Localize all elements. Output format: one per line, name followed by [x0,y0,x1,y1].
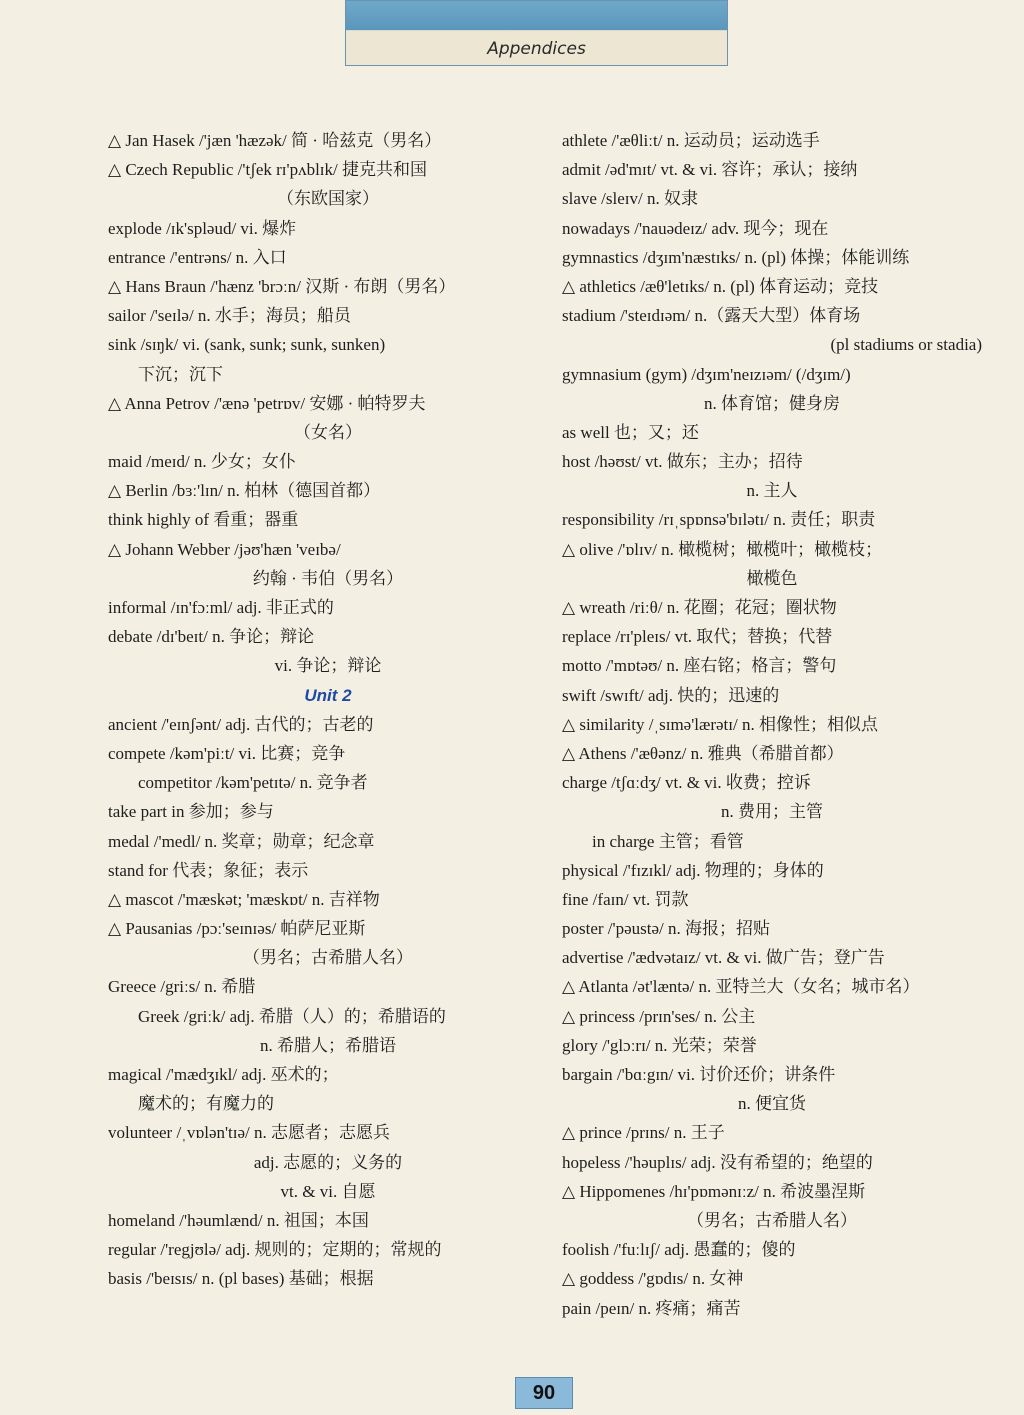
vocabulary-entry: 魔术的；有魔力的 [138,1094,274,1114]
vocabulary-entry: homeland /'həumlænd/ n. 祖国；本国 [108,1210,369,1230]
vocabulary-entry: △ Athens /'æθənz/ n. 雅典（希腊首都） [562,743,844,763]
vocabulary-entry: maid /meɪd/ n. 少女；女仆 [108,452,296,472]
vocabulary-entry: glory /'glɔːrɪ/ n. 光荣；荣誉 [562,1035,757,1055]
vocabulary-entry: vi. 争论；辩论 [274,656,382,676]
vocabulary-entry: sailor /'seɪlə/ n. 水手；海员；船员 [108,306,351,326]
vocabulary-entry: motto /'mɒtəʊ/ n. 座右铭；格言；警句 [562,656,837,676]
vocabulary-entry: replace /rɪ'pleɪs/ vt. 取代；替换；代替 [562,627,833,647]
vocabulary-entry: responsibility /rɪˌspɒnsə'bɪlətɪ/ n. 责任；职责 [562,510,876,530]
vocabulary-entry: physical /'fɪzɪkl/ adj. 物理的；身体的 [562,860,824,880]
vocabulary-entry: host /həʊst/ vt. 做东；主办；招待 [562,452,803,472]
vocabulary-entry: entrance /'entrəns/ n. 入口 [108,247,287,267]
vocabulary-entry: in charge 主管；看管 [592,831,744,851]
vocabulary-entry: △ Hippomenes /hɪ'pɒmənɪːz/ n. 希波墨涅斯 [562,1181,866,1201]
vocabulary-entry: fine /faɪn/ vt. 罚款 [562,889,689,909]
vocabulary-entry: magical /'mædʒɪkl/ adj. 巫术的； [108,1065,339,1084]
vocabulary-entry: gymnasium (gym) /dʒɪm'neɪzɪəm/ (/dʒɪm/) [562,364,851,384]
vocabulary-entry: n. 主人 [746,481,798,501]
vocabulary-entry: adj. 志愿的；义务的 [253,1152,403,1172]
vocabulary-entry: （男名；古希腊人名） [687,1210,857,1230]
vocabulary-entry: volunteer /ˌvɒlən'tɪə/ n. 志愿者；志愿兵 [108,1123,391,1143]
vocabulary-entry: pain /peɪn/ n. 疼痛；痛苦 [562,1298,741,1318]
vocabulary-entry: △ wreath /riːθ/ n. 花圈；花冠；圈状物 [562,598,837,617]
vocabulary-entry: think highly of 看重；器重 [108,510,299,530]
vocabulary-entry: △ similarity /ˌsɪmə'lærətɪ/ n. 相像性；相似点 [562,714,878,734]
vocabulary-entry: △ Jan Hasek /'jæn 'hæzək/ 简 · 哈兹克（男名） [108,131,442,150]
vocabulary-entry: △ Johann Webber /jəʊ'hæn 'veɪbə/ [108,539,341,559]
vocabulary-entry: vt. & vi. 自愿 [280,1181,376,1201]
vocabulary-entry: sink /sɪŋk/ vi. (sank, sunk; sunk, sunken) [108,335,386,355]
vocabulary-entry: advertise /'ædvətaɪz/ vt. & vi. 做广告；登广告 [562,948,885,968]
vocabulary-entry: take part in 参加；参与 [108,802,274,822]
unit-heading: Unit 2 [304,685,352,705]
section-title: Appendices [487,39,586,59]
section-banner [345,0,728,66]
vocabulary-entry: △ Berlin /bɜː'lɪn/ n. 柏林（德国首都） [108,481,381,501]
vocabulary-entry: △ prince /prɪns/ n. 王子 [562,1123,725,1143]
vocabulary-entry: n. 体育馆；健身房 [704,393,840,413]
vocabulary-entry: hopeless /'həuplɪs/ adj. 没有希望的；绝望的 [562,1152,873,1172]
vocabulary-entry: （女名） [294,422,362,442]
vocabulary-entry: n. 便宜货 [738,1094,806,1114]
vocabulary-entry: gymnastics /dʒɪm'næstɪks/ n. (pl) 体操；体能训练 [562,247,910,267]
vocabulary-entry: （男名；古希腊人名） [243,948,413,968]
vocabulary-entry: △ Pausanias /pɔː'seɪnɪəs/ 帕萨尼亚斯 [108,919,366,939]
vocabulary-entry: n. 希腊人；希腊语 [260,1035,396,1055]
vocabulary-entry: △ Atlanta /ət'læntə/ n. 亚特兰大（女名；城市名） [562,977,920,997]
vocabulary-entry: △ Anna Petrov /'ænə 'petrɒv/ 安娜 · 帕特罗夫 [108,393,426,413]
vocabulary-entry: compete /kəm'piːt/ vi. 比赛；竞争 [108,743,346,763]
vocabulary-entry: slave /sleɪv/ n. 奴隶 [562,189,698,209]
vocabulary-entry: stand for 代表；象征；表示 [108,860,309,880]
vocabulary-entry: bargain /'bɑːgɪn/ vi. 讨价还价；讲条件 [562,1065,836,1084]
vocabulary-entry: △ goddess /'gɒdɪs/ n. 女神 [562,1269,744,1289]
vocabulary-entry: stadium /'steɪdɪəm/ n.（露天大型）体育场 [562,306,861,326]
vocabulary-entry: Greece /griːs/ n. 希腊 [108,977,256,997]
vocabulary-entry: debate /dɪ'beɪt/ n. 争论；辩论 [108,627,315,647]
vocabulary-entry: △ princess /prɪn'ses/ n. 公主 [562,1006,756,1026]
vocabulary-entry: △ olive /'ɒlɪv/ n. 橄榄树；橄榄叶；橄榄枝； [562,539,883,559]
vocabulary-entry: 下沉；沉下 [138,364,223,384]
vocabulary-entry: nowadays /'nauədeɪz/ adv. 现今；现在 [562,218,829,238]
vocabulary-entry: 约翰 · 韦伯（男名） [252,568,404,588]
vocabulary-entry: charge /tʃɑːdʒ/ vt. & vi. 收费；控诉 [562,773,811,793]
vocabulary-entry: swift /swɪft/ adj. 快的；迅速的 [562,685,780,705]
vocabulary-entry: admit /əd'mɪt/ vt. & vi. 容许；承认；接纳 [562,160,858,180]
left-vocabulary-column [108,126,548,1294]
right-vocabulary-column [562,126,982,1323]
vocabulary-entry: △ mascot /'mæskət; 'mæskɒt/ n. 吉祥物 [108,889,380,909]
vocabulary-entry: △ Czech Republic /'tʃek rɪ'pʌblɪk/ 捷克共和国 [108,160,428,180]
page-number: 90 [515,1377,573,1409]
vocabulary-entry: Greek /griːk/ adj. 希腊（人）的；希腊语的 [138,1006,446,1026]
vocabulary-entry: regular /'regjʊlə/ adj. 规则的；定期的；常规的 [108,1240,442,1260]
vocabulary-entry: as well 也；又；还 [562,422,699,442]
vocabulary-entry: △ Hans Braun /'hænz 'brɔːn/ 汉斯 · 布朗（男名） [108,276,456,296]
vocabulary-entry: （东欧国家） [277,189,379,209]
vocabulary-entry: basis /'beɪsɪs/ n. (pl bases) 基础；根据 [108,1269,374,1289]
vocabulary-entry: poster /'pəustə/ n. 海报；招贴 [562,919,770,939]
vocabulary-entry: (pl stadiums or stadia) [830,335,982,355]
vocabulary-entry: 橄榄色 [746,568,798,588]
vocabulary-entry: n. 费用；主管 [721,802,823,822]
vocabulary-entry: athlete /'æθliːt/ n. 运动员；运动选手 [562,131,820,150]
vocabulary-entry: foolish /'fuːlɪʃ/ adj. 愚蠢的；傻的 [562,1240,796,1260]
vocabulary-entry: explode /ɪk'spləud/ vi. 爆炸 [108,218,297,238]
vocabulary-entry: medal /'medl/ n. 奖章；勋章；纪念章 [108,831,375,851]
vocabulary-entry: ancient /'eɪnʃənt/ adj. 古代的；古老的 [108,714,374,734]
vocabulary-entry: competitor /kəm'petɪtə/ n. 竞争者 [138,773,368,793]
vocabulary-entry: informal /ɪn'fɔːml/ adj. 非正式的 [108,598,334,617]
vocabulary-entry: △ athletics /æθ'letɪks/ n. (pl) 体育运动；竞技 [562,276,879,296]
